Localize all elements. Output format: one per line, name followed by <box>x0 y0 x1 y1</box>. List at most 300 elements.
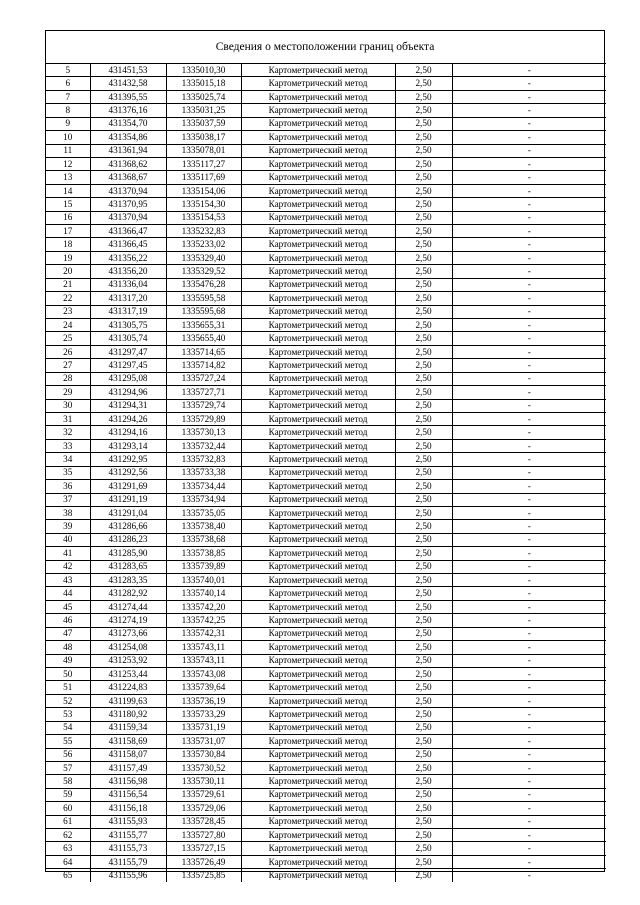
table-row <box>46 412 606 425</box>
point-number-cell: 46 <box>46 614 90 627</box>
accuracy-cell: 2,50 <box>395 278 452 291</box>
note-cell: - <box>452 251 606 264</box>
x-coordinate-cell: 431282,92 <box>90 587 166 600</box>
table-row <box>46 735 606 748</box>
x-coordinate-cell: 431286,66 <box>90 520 166 533</box>
x-coordinate-cell: 431354,70 <box>90 117 166 130</box>
x-coordinate-cell: 431254,08 <box>90 641 166 654</box>
table-row <box>46 641 606 654</box>
accuracy-cell: 2,50 <box>395 211 452 224</box>
method-cell: Картометрический метод <box>241 144 395 157</box>
table-row <box>46 345 606 358</box>
x-coordinate-cell: 431157,49 <box>90 761 166 774</box>
y-coordinate-cell: 1335731,19 <box>166 721 241 734</box>
y-coordinate-cell: 1335714,65 <box>166 345 241 358</box>
point-number-cell: 25 <box>46 332 90 345</box>
accuracy-cell: 2,50 <box>395 466 452 479</box>
accuracy-cell: 2,50 <box>395 533 452 546</box>
table-row <box>46 278 606 291</box>
x-coordinate-cell: 431156,18 <box>90 802 166 815</box>
point-number-cell: 19 <box>46 251 90 264</box>
y-coordinate-cell: 1335730,52 <box>166 761 241 774</box>
method-cell: Картометрический метод <box>241 292 395 305</box>
method-cell: Картометрический метод <box>241 667 395 680</box>
note-cell: - <box>452 64 606 77</box>
point-number-cell: 36 <box>46 480 90 493</box>
method-cell: Картометрический метод <box>241 319 395 332</box>
accuracy-cell: 2,50 <box>395 144 452 157</box>
note-cell: - <box>452 775 606 788</box>
note-cell: - <box>452 493 606 506</box>
point-number-cell: 41 <box>46 547 90 560</box>
x-coordinate-cell: 431293,14 <box>90 439 166 452</box>
table-row <box>46 869 606 882</box>
point-number-cell: 24 <box>46 319 90 332</box>
table-row <box>46 305 606 318</box>
accuracy-cell: 2,50 <box>395 506 452 519</box>
table-row <box>46 131 606 144</box>
x-coordinate-cell: 431295,08 <box>90 372 166 385</box>
x-coordinate-cell: 431274,19 <box>90 614 166 627</box>
y-coordinate-cell: 1335730,84 <box>166 748 241 761</box>
x-coordinate-cell: 431294,31 <box>90 399 166 412</box>
method-cell: Картометрический метод <box>241 359 395 372</box>
x-coordinate-cell: 431294,16 <box>90 426 166 439</box>
note-cell: - <box>452 117 606 130</box>
point-number-cell: 20 <box>46 265 90 278</box>
table-row <box>46 694 606 707</box>
y-coordinate-cell: 1335740,14 <box>166 587 241 600</box>
accuracy-cell: 2,50 <box>395 520 452 533</box>
point-number-cell: 12 <box>46 157 90 170</box>
x-coordinate-cell: 431286,23 <box>90 533 166 546</box>
accuracy-cell: 2,50 <box>395 574 452 587</box>
x-coordinate-cell: 431155,77 <box>90 829 166 842</box>
y-coordinate-cell: 1335726,49 <box>166 855 241 868</box>
accuracy-cell: 2,50 <box>395 372 452 385</box>
method-cell: Картометрический метод <box>241 600 395 613</box>
point-number-cell: 39 <box>46 520 90 533</box>
note-cell: - <box>452 412 606 425</box>
note-cell: - <box>452 359 606 372</box>
table-row <box>46 855 606 868</box>
point-number-cell: 45 <box>46 600 90 613</box>
note-cell: - <box>452 735 606 748</box>
point-number-cell: 53 <box>46 708 90 721</box>
y-coordinate-cell: 1335729,89 <box>166 412 241 425</box>
accuracy-cell: 2,50 <box>395 829 452 842</box>
x-coordinate-cell: 431368,67 <box>90 171 166 184</box>
method-cell: Картометрический метод <box>241 466 395 479</box>
accuracy-cell: 2,50 <box>395 855 452 868</box>
method-cell: Картометрический метод <box>241 520 395 533</box>
x-coordinate-cell: 431291,04 <box>90 506 166 519</box>
note-cell: - <box>452 802 606 815</box>
note-cell: - <box>452 788 606 801</box>
method-cell: Картометрический метод <box>241 708 395 721</box>
y-coordinate-cell: 1335154,53 <box>166 211 241 224</box>
table-row <box>46 184 606 197</box>
note-cell: - <box>452 319 606 332</box>
accuracy-cell: 2,50 <box>395 775 452 788</box>
method-cell: Картометрический метод <box>241 829 395 842</box>
accuracy-cell: 2,50 <box>395 399 452 412</box>
method-cell: Картометрический метод <box>241 574 395 587</box>
x-coordinate-cell: 431297,45 <box>90 359 166 372</box>
y-coordinate-cell: 1335743,11 <box>166 654 241 667</box>
point-number-cell: 40 <box>46 533 90 546</box>
y-coordinate-cell: 1335595,58 <box>166 292 241 305</box>
accuracy-cell: 2,50 <box>395 681 452 694</box>
table-row <box>46 627 606 640</box>
accuracy-cell: 2,50 <box>395 332 452 345</box>
y-coordinate-cell: 1335476,28 <box>166 278 241 291</box>
accuracy-cell: 2,50 <box>395 198 452 211</box>
note-cell: - <box>452 157 606 170</box>
method-cell: Картометрический метод <box>241 426 395 439</box>
x-coordinate-cell: 431370,94 <box>90 211 166 224</box>
x-coordinate-cell: 431366,45 <box>90 238 166 251</box>
y-coordinate-cell: 1335740,01 <box>166 574 241 587</box>
table-row <box>46 761 606 774</box>
y-coordinate-cell: 1335038,17 <box>166 131 241 144</box>
note-cell: - <box>452 708 606 721</box>
method-cell: Картометрический метод <box>241 117 395 130</box>
accuracy-cell: 2,50 <box>395 627 452 640</box>
table-row <box>46 90 606 103</box>
method-cell: Картометрический метод <box>241 238 395 251</box>
table-row <box>46 721 606 734</box>
y-coordinate-cell: 1335728,45 <box>166 815 241 828</box>
note-cell: - <box>452 77 606 90</box>
accuracy-cell: 2,50 <box>395 641 452 654</box>
note-cell: - <box>452 533 606 546</box>
x-coordinate-cell: 431158,69 <box>90 735 166 748</box>
accuracy-cell: 2,50 <box>395 708 452 721</box>
note-cell: - <box>452 587 606 600</box>
x-coordinate-cell: 431253,92 <box>90 654 166 667</box>
x-coordinate-cell: 431432,58 <box>90 77 166 90</box>
accuracy-cell: 2,50 <box>395 104 452 117</box>
table-row <box>46 775 606 788</box>
note-cell: - <box>452 426 606 439</box>
accuracy-cell: 2,50 <box>395 587 452 600</box>
method-cell: Картометрический метод <box>241 386 395 399</box>
note-cell: - <box>452 560 606 573</box>
point-number-cell: 56 <box>46 748 90 761</box>
point-number-cell: 26 <box>46 345 90 358</box>
method-cell: Картометрический метод <box>241 211 395 224</box>
table-row <box>46 332 606 345</box>
note-cell: - <box>452 265 606 278</box>
page-title: Сведения о местоположении границ объекта <box>215 41 435 53</box>
point-number-cell: 43 <box>46 574 90 587</box>
note-cell: - <box>452 104 606 117</box>
point-number-cell: 11 <box>46 144 90 157</box>
note-cell: - <box>452 144 606 157</box>
note-cell: - <box>452 372 606 385</box>
x-coordinate-cell: 431180,92 <box>90 708 166 721</box>
accuracy-cell: 2,50 <box>395 694 452 707</box>
note-cell: - <box>452 694 606 707</box>
method-cell: Картометрический метод <box>241 399 395 412</box>
accuracy-cell: 2,50 <box>395 600 452 613</box>
table-row <box>46 560 606 573</box>
y-coordinate-cell: 1335735,05 <box>166 506 241 519</box>
method-cell: Картометрический метод <box>241 748 395 761</box>
table-row <box>46 587 606 600</box>
y-coordinate-cell: 1335727,15 <box>166 842 241 855</box>
method-cell: Картометрический метод <box>241 453 395 466</box>
method-cell: Картометрический метод <box>241 480 395 493</box>
y-coordinate-cell: 1335738,40 <box>166 520 241 533</box>
y-coordinate-cell: 1335729,61 <box>166 788 241 801</box>
point-number-cell: 15 <box>46 198 90 211</box>
method-cell: Картометрический метод <box>241 842 395 855</box>
y-coordinate-cell: 1335727,71 <box>166 386 241 399</box>
method-cell: Картометрический метод <box>241 171 395 184</box>
table-row <box>46 171 606 184</box>
x-coordinate-cell: 431155,96 <box>90 869 166 882</box>
accuracy-cell: 2,50 <box>395 493 452 506</box>
note-cell: - <box>452 345 606 358</box>
note-cell: - <box>452 399 606 412</box>
x-coordinate-cell: 431224,83 <box>90 681 166 694</box>
y-coordinate-cell: 1335743,11 <box>166 641 241 654</box>
x-coordinate-cell: 431395,55 <box>90 90 166 103</box>
y-coordinate-cell: 1335742,20 <box>166 600 241 613</box>
accuracy-cell: 2,50 <box>395 171 452 184</box>
accuracy-cell: 2,50 <box>395 721 452 734</box>
note-cell: - <box>452 506 606 519</box>
y-coordinate-cell: 1335742,31 <box>166 627 241 640</box>
table-row <box>46 386 606 399</box>
point-number-cell: 44 <box>46 587 90 600</box>
x-coordinate-cell: 431294,96 <box>90 386 166 399</box>
method-cell: Картометрический метод <box>241 278 395 291</box>
note-cell: - <box>452 654 606 667</box>
accuracy-cell: 2,50 <box>395 251 452 264</box>
accuracy-cell: 2,50 <box>395 426 452 439</box>
y-coordinate-cell: 1335729,74 <box>166 399 241 412</box>
x-coordinate-cell: 431297,47 <box>90 345 166 358</box>
note-cell: - <box>452 761 606 774</box>
accuracy-cell: 2,50 <box>395 305 452 318</box>
note-cell: - <box>452 453 606 466</box>
table-row <box>46 842 606 855</box>
point-number-cell: 65 <box>46 869 90 882</box>
point-number-cell: 57 <box>46 761 90 774</box>
table-row <box>46 64 606 77</box>
x-coordinate-cell: 431274,44 <box>90 600 166 613</box>
accuracy-cell: 2,50 <box>395 547 452 560</box>
accuracy-cell: 2,50 <box>395 667 452 680</box>
note-cell: - <box>452 641 606 654</box>
method-cell: Картометрический метод <box>241 815 395 828</box>
method-cell: Картометрический метод <box>241 855 395 868</box>
x-coordinate-cell: 431336,04 <box>90 278 166 291</box>
y-coordinate-cell: 1335727,80 <box>166 829 241 842</box>
table-row <box>46 654 606 667</box>
table-row <box>46 439 606 452</box>
y-coordinate-cell: 1335037,59 <box>166 117 241 130</box>
y-coordinate-cell: 1335015,18 <box>166 77 241 90</box>
table-row <box>46 480 606 493</box>
y-coordinate-cell: 1335117,27 <box>166 157 241 170</box>
note-cell: - <box>452 829 606 842</box>
y-coordinate-cell: 1335725,85 <box>166 869 241 882</box>
point-number-cell: 22 <box>46 292 90 305</box>
table-row <box>46 453 606 466</box>
y-coordinate-cell: 1335736,19 <box>166 694 241 707</box>
method-cell: Картометрический метод <box>241 439 395 452</box>
method-cell: Картометрический метод <box>241 641 395 654</box>
note-cell: - <box>452 614 606 627</box>
note-cell: - <box>452 278 606 291</box>
y-coordinate-cell: 1335154,06 <box>166 184 241 197</box>
point-number-cell: 55 <box>46 735 90 748</box>
table-row <box>46 829 606 842</box>
table-row <box>46 520 606 533</box>
method-cell: Картометрический метод <box>241 90 395 103</box>
note-cell: - <box>452 574 606 587</box>
method-cell: Картометрический метод <box>241 721 395 734</box>
table-row <box>46 614 606 627</box>
note-cell: - <box>452 198 606 211</box>
method-cell: Картометрический метод <box>241 104 395 117</box>
note-cell: - <box>452 305 606 318</box>
method-cell: Картометрический метод <box>241 775 395 788</box>
x-coordinate-cell: 431156,54 <box>90 788 166 801</box>
method-cell: Картометрический метод <box>241 64 395 77</box>
note-cell: - <box>452 211 606 224</box>
y-coordinate-cell: 1335329,52 <box>166 265 241 278</box>
method-cell: Картометрический метод <box>241 157 395 170</box>
method-cell: Картометрический метод <box>241 533 395 546</box>
x-coordinate-cell: 431370,94 <box>90 184 166 197</box>
table-row <box>46 359 606 372</box>
table-row <box>46 238 606 251</box>
note-cell: - <box>452 667 606 680</box>
table-row <box>46 426 606 439</box>
accuracy-cell: 2,50 <box>395 386 452 399</box>
coordinates-table <box>46 63 606 882</box>
method-cell: Картометрический метод <box>241 802 395 815</box>
point-number-cell: 52 <box>46 694 90 707</box>
point-number-cell: 34 <box>46 453 90 466</box>
point-number-cell: 30 <box>46 399 90 412</box>
y-coordinate-cell: 1335154,30 <box>166 198 241 211</box>
method-cell: Картометрический метод <box>241 547 395 560</box>
note-cell: - <box>452 466 606 479</box>
note-cell: - <box>452 90 606 103</box>
x-coordinate-cell: 431155,93 <box>90 815 166 828</box>
method-cell: Картометрический метод <box>241 198 395 211</box>
table-row <box>46 198 606 211</box>
y-coordinate-cell: 1335733,29 <box>166 708 241 721</box>
accuracy-cell: 2,50 <box>395 735 452 748</box>
y-coordinate-cell: 1335078,01 <box>166 144 241 157</box>
method-cell: Картометрический метод <box>241 869 395 882</box>
y-coordinate-cell: 1335734,44 <box>166 480 241 493</box>
point-number-cell: 18 <box>46 238 90 251</box>
point-number-cell: 17 <box>46 225 90 238</box>
method-cell: Картометрический метод <box>241 225 395 238</box>
note-cell: - <box>452 815 606 828</box>
accuracy-cell: 2,50 <box>395 842 452 855</box>
point-number-cell: 50 <box>46 667 90 680</box>
y-coordinate-cell: 1335733,38 <box>166 466 241 479</box>
point-number-cell: 9 <box>46 117 90 130</box>
x-coordinate-cell: 431291,69 <box>90 480 166 493</box>
accuracy-cell: 2,50 <box>395 64 452 77</box>
point-number-cell: 31 <box>46 412 90 425</box>
x-coordinate-cell: 431155,79 <box>90 855 166 868</box>
x-coordinate-cell: 431292,56 <box>90 466 166 479</box>
y-coordinate-cell: 1335232,83 <box>166 225 241 238</box>
method-cell: Картометрический метод <box>241 587 395 600</box>
note-cell: - <box>452 681 606 694</box>
accuracy-cell: 2,50 <box>395 654 452 667</box>
x-coordinate-cell: 431253,44 <box>90 667 166 680</box>
note-cell: - <box>452 292 606 305</box>
accuracy-cell: 2,50 <box>395 453 452 466</box>
point-number-cell: 49 <box>46 654 90 667</box>
table-row <box>46 292 606 305</box>
method-cell: Картометрический метод <box>241 332 395 345</box>
accuracy-cell: 2,50 <box>395 265 452 278</box>
table-row <box>46 748 606 761</box>
point-number-cell: 47 <box>46 627 90 640</box>
point-number-cell: 27 <box>46 359 90 372</box>
table-row <box>46 251 606 264</box>
accuracy-cell: 2,50 <box>395 802 452 815</box>
x-coordinate-cell: 431356,20 <box>90 265 166 278</box>
point-number-cell: 54 <box>46 721 90 734</box>
point-number-cell: 51 <box>46 681 90 694</box>
method-cell: Картометрический метод <box>241 788 395 801</box>
note-cell: - <box>452 386 606 399</box>
x-coordinate-cell: 431292,95 <box>90 453 166 466</box>
point-number-cell: 33 <box>46 439 90 452</box>
table-row <box>46 574 606 587</box>
accuracy-cell: 2,50 <box>395 345 452 358</box>
method-cell: Картометрический метод <box>241 265 395 278</box>
note-cell: - <box>452 600 606 613</box>
x-coordinate-cell: 431370,95 <box>90 198 166 211</box>
y-coordinate-cell: 1335731,07 <box>166 735 241 748</box>
x-coordinate-cell: 431155,73 <box>90 842 166 855</box>
table-row <box>46 667 606 680</box>
y-coordinate-cell: 1335655,31 <box>166 319 241 332</box>
accuracy-cell: 2,50 <box>395 184 452 197</box>
method-cell: Картометрический метод <box>241 77 395 90</box>
note-cell: - <box>452 238 606 251</box>
x-coordinate-cell: 431354,86 <box>90 131 166 144</box>
table-row <box>46 493 606 506</box>
accuracy-cell: 2,50 <box>395 480 452 493</box>
table-row <box>46 211 606 224</box>
point-number-cell: 60 <box>46 802 90 815</box>
accuracy-cell: 2,50 <box>395 560 452 573</box>
method-cell: Картометрический метод <box>241 627 395 640</box>
table-row <box>46 157 606 170</box>
x-coordinate-cell: 431285,90 <box>90 547 166 560</box>
method-cell: Картометрический метод <box>241 735 395 748</box>
y-coordinate-cell: 1335714,82 <box>166 359 241 372</box>
point-number-cell: 62 <box>46 829 90 842</box>
method-cell: Картометрический метод <box>241 345 395 358</box>
